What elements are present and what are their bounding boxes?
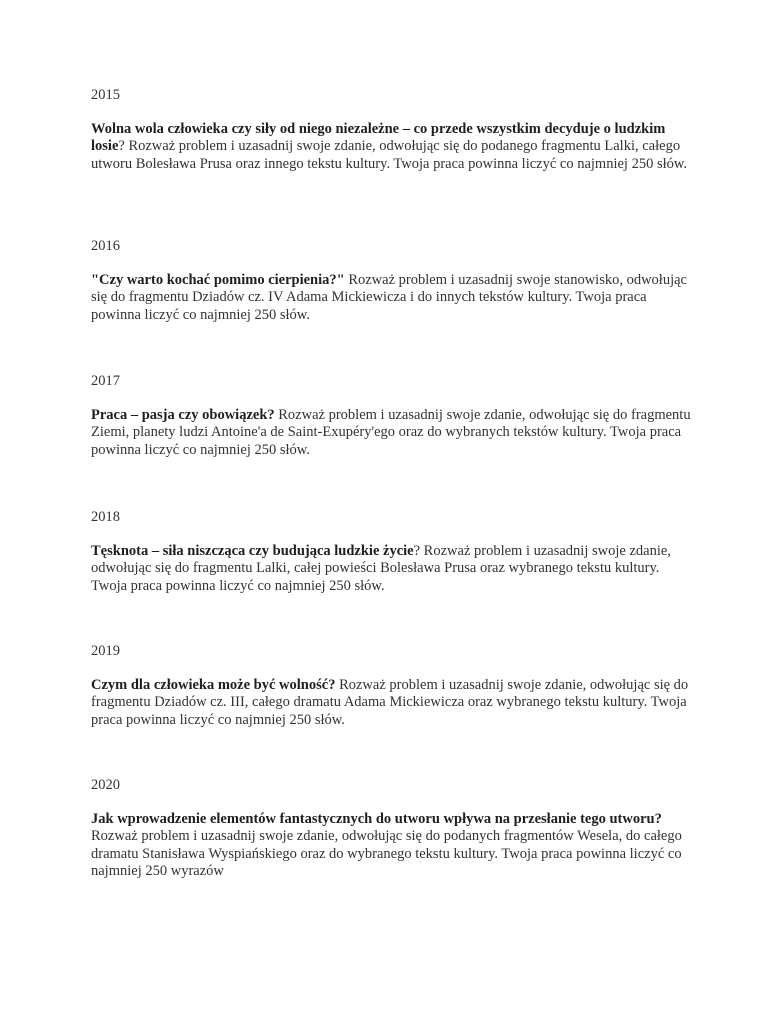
prompt-question: "Czy warto kochać pomimo cierpienia?" xyxy=(91,272,345,288)
prompt-question: Jak wprowadzenie elementów fantastycznych do utworu wpływa na przesłanie tego utworu? xyxy=(91,811,662,827)
prompt-instructions: ? Rozważ problem i uzasadnij swoje zdanie, odwołując się do fragmentu Lalki, całej powieści Bolesława Prusa oraz wybranego tekstu kultury. Twoja praca powinna liczyć co najmniej 250 słów. xyxy=(91,543,671,594)
prompt-question: Wolna wola człowieka czy siły od niego niezależne – co przede wszystkim decyduje o ludzkim losie xyxy=(91,121,666,155)
prompt-paragraph xyxy=(91,543,691,595)
entry-2019 xyxy=(91,643,691,729)
prompt-paragraph xyxy=(91,677,691,729)
prompt-instructions: Rozważ problem i uzasadnij swoje zdanie, odwołując się do fragmentu Dziadów cz. III, całego dramatu Adama Mickiewicza oraz wybranego tekstu kultury. Twoja praca powinna liczyć co najmniej 250 słów. xyxy=(91,677,689,728)
entry-2016 xyxy=(91,238,691,324)
prompt-question: Praca – pasja czy obowiązek? xyxy=(91,407,275,423)
year-heading: 2018 xyxy=(91,509,120,525)
year-heading: 2019 xyxy=(91,643,120,659)
prompt-instructions: Rozważ problem i uzasadnij swoje zdanie, odwołując się do podanych fragmentów Wesela, do całego dramatu Stanisława Wyspiańskiego oraz do wybranego tekstu kultury. Twoja praca powinna liczyć co najmniej 250 wyrazów xyxy=(91,828,682,879)
prompt-instructions: Rozważ problem i uzasadnij swoje stanowisko, odwołując się do fragmentu Dziadów cz. IV Adama Mickiewicza i do innych tekstów kultury. Twoja praca powinna liczyć co najmniej 250 słów. xyxy=(91,272,687,323)
prompt-question: Tęsknota – siła niszcząca czy budująca ludzkie życie xyxy=(91,543,414,559)
entry-2015 xyxy=(91,87,691,173)
entry-2017 xyxy=(91,373,691,459)
prompt-paragraph xyxy=(91,121,691,173)
prompt-instructions: ? Rozważ problem i uzasadnij swoje zdanie, odwołując się do podanego fragmentu Lalki, całego utworu Bolesława Prusa oraz innego tekstu kultury. Twoja praca powinna liczyć co najmniej 250 słów. xyxy=(91,138,688,172)
prompt-instructions: Rozważ problem i uzasadnij swoje zdanie, odwołując się do fragmentu Ziemi, planety ludzi Antoine'a de Saint-Exupéry'ego oraz do wybranych tekstów kultury. Twoja praca powinna liczyć co najmniej 250 słów. xyxy=(91,407,691,458)
year-heading: 2016 xyxy=(91,238,120,254)
year-heading: 2017 xyxy=(91,373,120,389)
prompt-paragraph xyxy=(91,407,691,459)
year-heading: 2020 xyxy=(91,777,120,793)
prompt-paragraph xyxy=(91,272,691,324)
prompt-question: Czym dla człowieka może być wolność? xyxy=(91,677,336,693)
entry-2018 xyxy=(91,509,691,595)
entry-2020 xyxy=(91,777,691,880)
prompt-paragraph xyxy=(91,811,691,880)
year-heading: 2015 xyxy=(91,87,120,103)
